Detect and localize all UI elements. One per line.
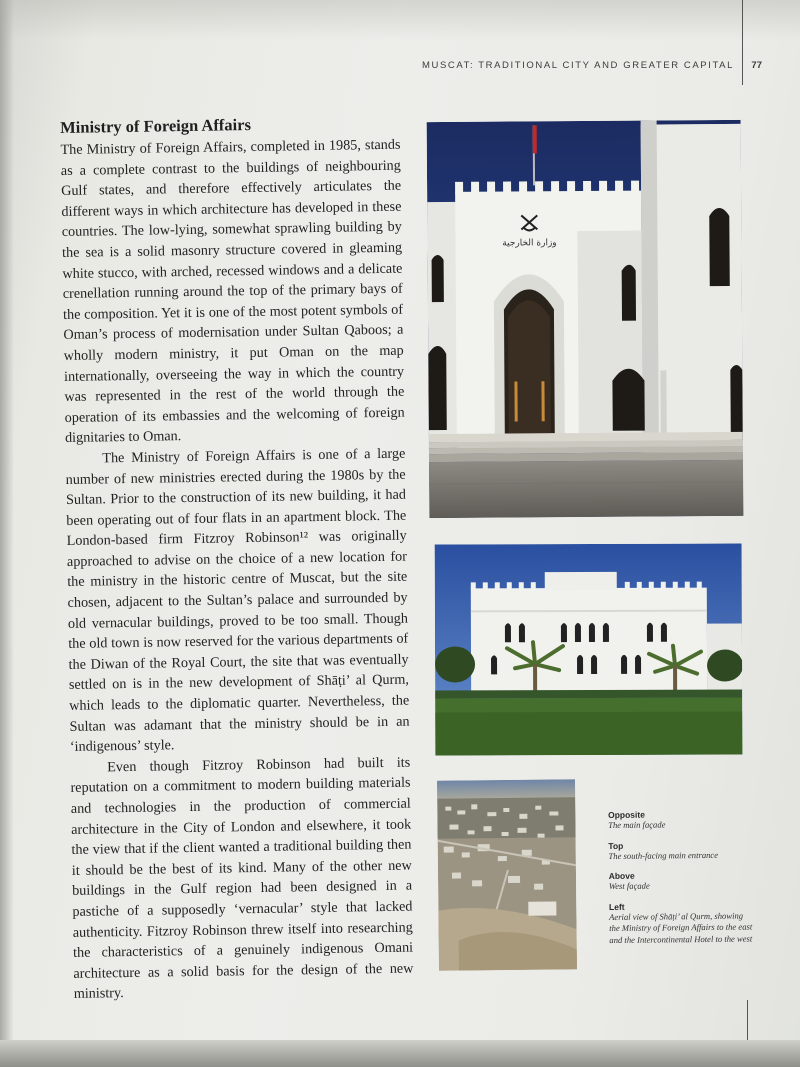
- caption-label-top: Top: [608, 840, 624, 851]
- caption-text-above: West façade: [608, 880, 650, 892]
- article-text-column: [60, 113, 414, 1005]
- caption-text-left: Aerial view of Shāṭi’ al Qurm, showing the Ministry of Foreign Affairs to the east and the Intercontinental Hotel to the west: [609, 910, 753, 945]
- body-paragraph-1: The Ministry of Foreign Affairs, completed in 1985, stands as a complete contrast to the buildings of neighbouring Gulf states, and therefore effectively articulates the different ways in which architecture has developed in these countries. The low-lying, somewhat sprawling building by the sea is a solid masonry structure covered in gleaming white stucco, with arched, recessed windows and a delicate crenellation running around the top of the primary bays of the composition. Yet it is one of the most potent symbols of Oman’s process of modernisation under Sultan Qaboos; a wholly modern ministry, it put Oman on the map internationally, overseeing the way in which the country was represented in the rest of the world through the operation of its embassies and the welcoming of foreign dignitaries to Oman.: [60, 136, 405, 447]
- photo-main-entrance: [427, 120, 744, 518]
- caption-label-left: Left: [608, 901, 625, 912]
- caption-text-top: The south-facing main entrance: [608, 849, 719, 861]
- page-number: 77: [751, 60, 762, 71]
- caption-label-above: Above: [608, 870, 635, 882]
- header-rule: [742, 0, 743, 85]
- photo-captions: [608, 808, 754, 946]
- caption-label-opposite: Opposite: [608, 809, 645, 820]
- page-bottom-edge: [0, 1040, 800, 1067]
- footer-rule: [747, 1000, 748, 1042]
- page-gutter-shadow: [0, 0, 14, 1067]
- caption-text-opposite: The main façade: [608, 819, 666, 830]
- ministry-sign-text: وزارة الخارجية: [502, 238, 557, 249]
- page-top-shadow: [0, 0, 800, 40]
- body-paragraph-3: Even though Fitzroy Robinson had built its reputation on a commitment to modern building materials and technologies in the production of commercial architecture in the City of London and elsewhere, it took the view that if the client wanted a traditional building then it should be the best of its kind. Many of the other new buildings in the Gulf region had been designed in a pastiche of a supposedly ‘vernacular’ style that lacked authenticity. Fitzroy Robinson threw itself into researching the characteristics of a genuinely indigenous Omani architecture as a solid basis for the design of the new ministry.: [70, 754, 414, 1003]
- article-title: Ministry of Foreign Affairs: [60, 115, 252, 137]
- body-paragraph-2: The Ministry of Foreign Affairs is one of a large number of new ministries erected during the 1980s by the Sultan. Prior to the construction of its new building, it had been operating out of four flats in an apartment block. The London-based firm Fitzroy Robinson¹² was originally approached to advise on the choice of a new location for the ministry in the historic centre of Muscat, but the site chosen, adjacent to the Sultan’s palace and surrounded by old vernacular buildings, proved to be too small. Though the old town is now reserved for the various departments of the Diwan of the Royal Court, the site that was eventually settled on is in the new development of Shāṭi’ al Qurm, which leads to the diplomatic quarter. Nevertheless, the Sultan was adamant that the ministry should be in an ‘indigenous’ style.: [65, 445, 410, 756]
- photo-aerial-view: [437, 779, 577, 970]
- photo-west-facade: [435, 543, 743, 755]
- running-header: MUSCAT: TRADITIONAL CITY AND GREATER CAPITAL: [422, 60, 734, 71]
